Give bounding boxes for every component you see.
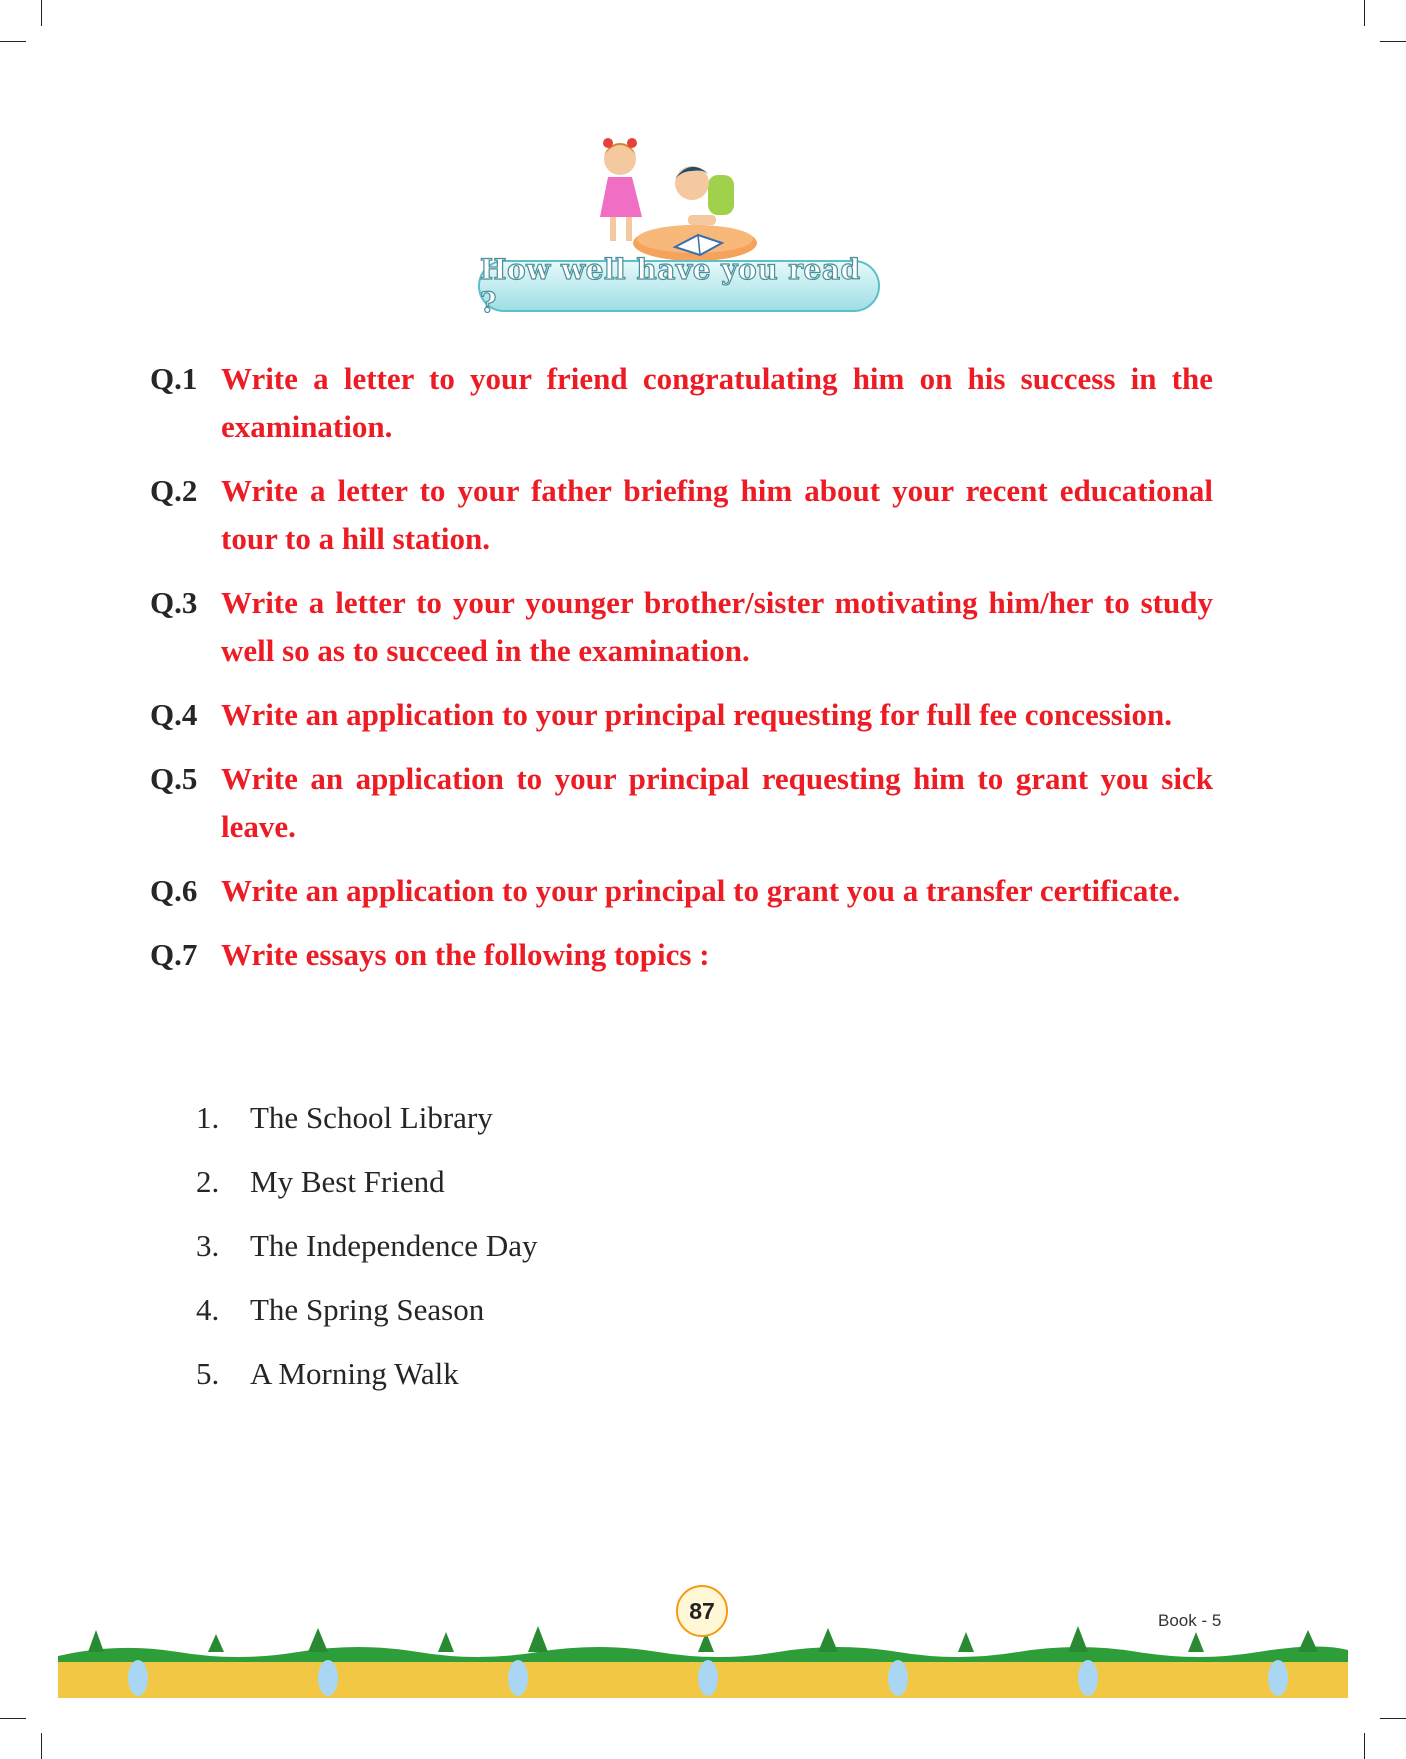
question-item	[150, 755, 1213, 851]
topic-number: 2.	[196, 1164, 220, 1199]
question-text: Write essays on the following topics :	[221, 937, 710, 972]
question-item	[150, 931, 1213, 979]
topic-number: 3.	[196, 1228, 220, 1263]
topic-item	[196, 1288, 537, 1352]
question-number: Q.5	[150, 761, 198, 796]
essay-topic-list	[196, 1096, 537, 1416]
question-item	[150, 867, 1213, 915]
question-number: Q.3	[150, 585, 198, 620]
question-text: Write an application to your principal requesting for full fee concession.	[221, 697, 1172, 732]
banner-title: How well have you read ?	[480, 253, 861, 319]
crop-mark	[0, 41, 26, 42]
crop-mark	[41, 1733, 42, 1759]
crop-mark	[0, 1718, 26, 1719]
topic-text: My Best Friend	[250, 1164, 445, 1199]
question-text: Write a letter to your friend congratulating him on his success in the examination.	[221, 361, 1213, 444]
topic-text: The Spring Season	[250, 1292, 485, 1327]
crop-mark	[1380, 41, 1406, 42]
crop-mark	[41, 0, 42, 26]
question-item	[150, 691, 1213, 739]
crop-mark	[1364, 0, 1365, 26]
question-item	[150, 355, 1213, 451]
question-text: Write an application to your principal requesting him to grant you sick leave.	[221, 761, 1213, 844]
question-text: Write a letter to your younger brother/sister motivating him/her to study well so as to succeed in the examination.	[221, 585, 1213, 668]
topic-item	[196, 1224, 537, 1288]
crop-mark	[1364, 1733, 1365, 1759]
crop-mark	[1380, 1718, 1406, 1719]
question-number: Q.6	[150, 873, 198, 908]
question-number: Q.4	[150, 697, 198, 732]
children-reading-illustration-icon	[600, 135, 760, 270]
question-number: Q.7	[150, 937, 198, 972]
question-text: Write a letter to your father briefing him about your recent educational tour to a hill station.	[221, 473, 1213, 556]
topic-item	[196, 1160, 537, 1224]
topic-item	[196, 1096, 537, 1160]
topic-number: 5.	[196, 1356, 220, 1391]
question-item	[150, 467, 1213, 563]
topic-text: A Morning Walk	[250, 1356, 459, 1391]
question-text: Write an application to your principal to grant you a transfer certificate.	[221, 873, 1181, 908]
topic-text: The Independence Day	[250, 1228, 538, 1263]
section-banner	[478, 253, 880, 319]
book-label: Book - 5	[1158, 1611, 1222, 1630]
topic-text: The School Library	[250, 1100, 493, 1135]
question-number: Q.1	[150, 361, 198, 396]
question-number: Q.2	[150, 473, 198, 508]
page-number: 87	[676, 1585, 728, 1637]
topic-number: 1.	[196, 1100, 220, 1135]
question-item	[150, 579, 1213, 675]
topic-item	[196, 1352, 537, 1416]
question-list	[150, 355, 1213, 995]
topic-number: 4.	[196, 1292, 220, 1327]
